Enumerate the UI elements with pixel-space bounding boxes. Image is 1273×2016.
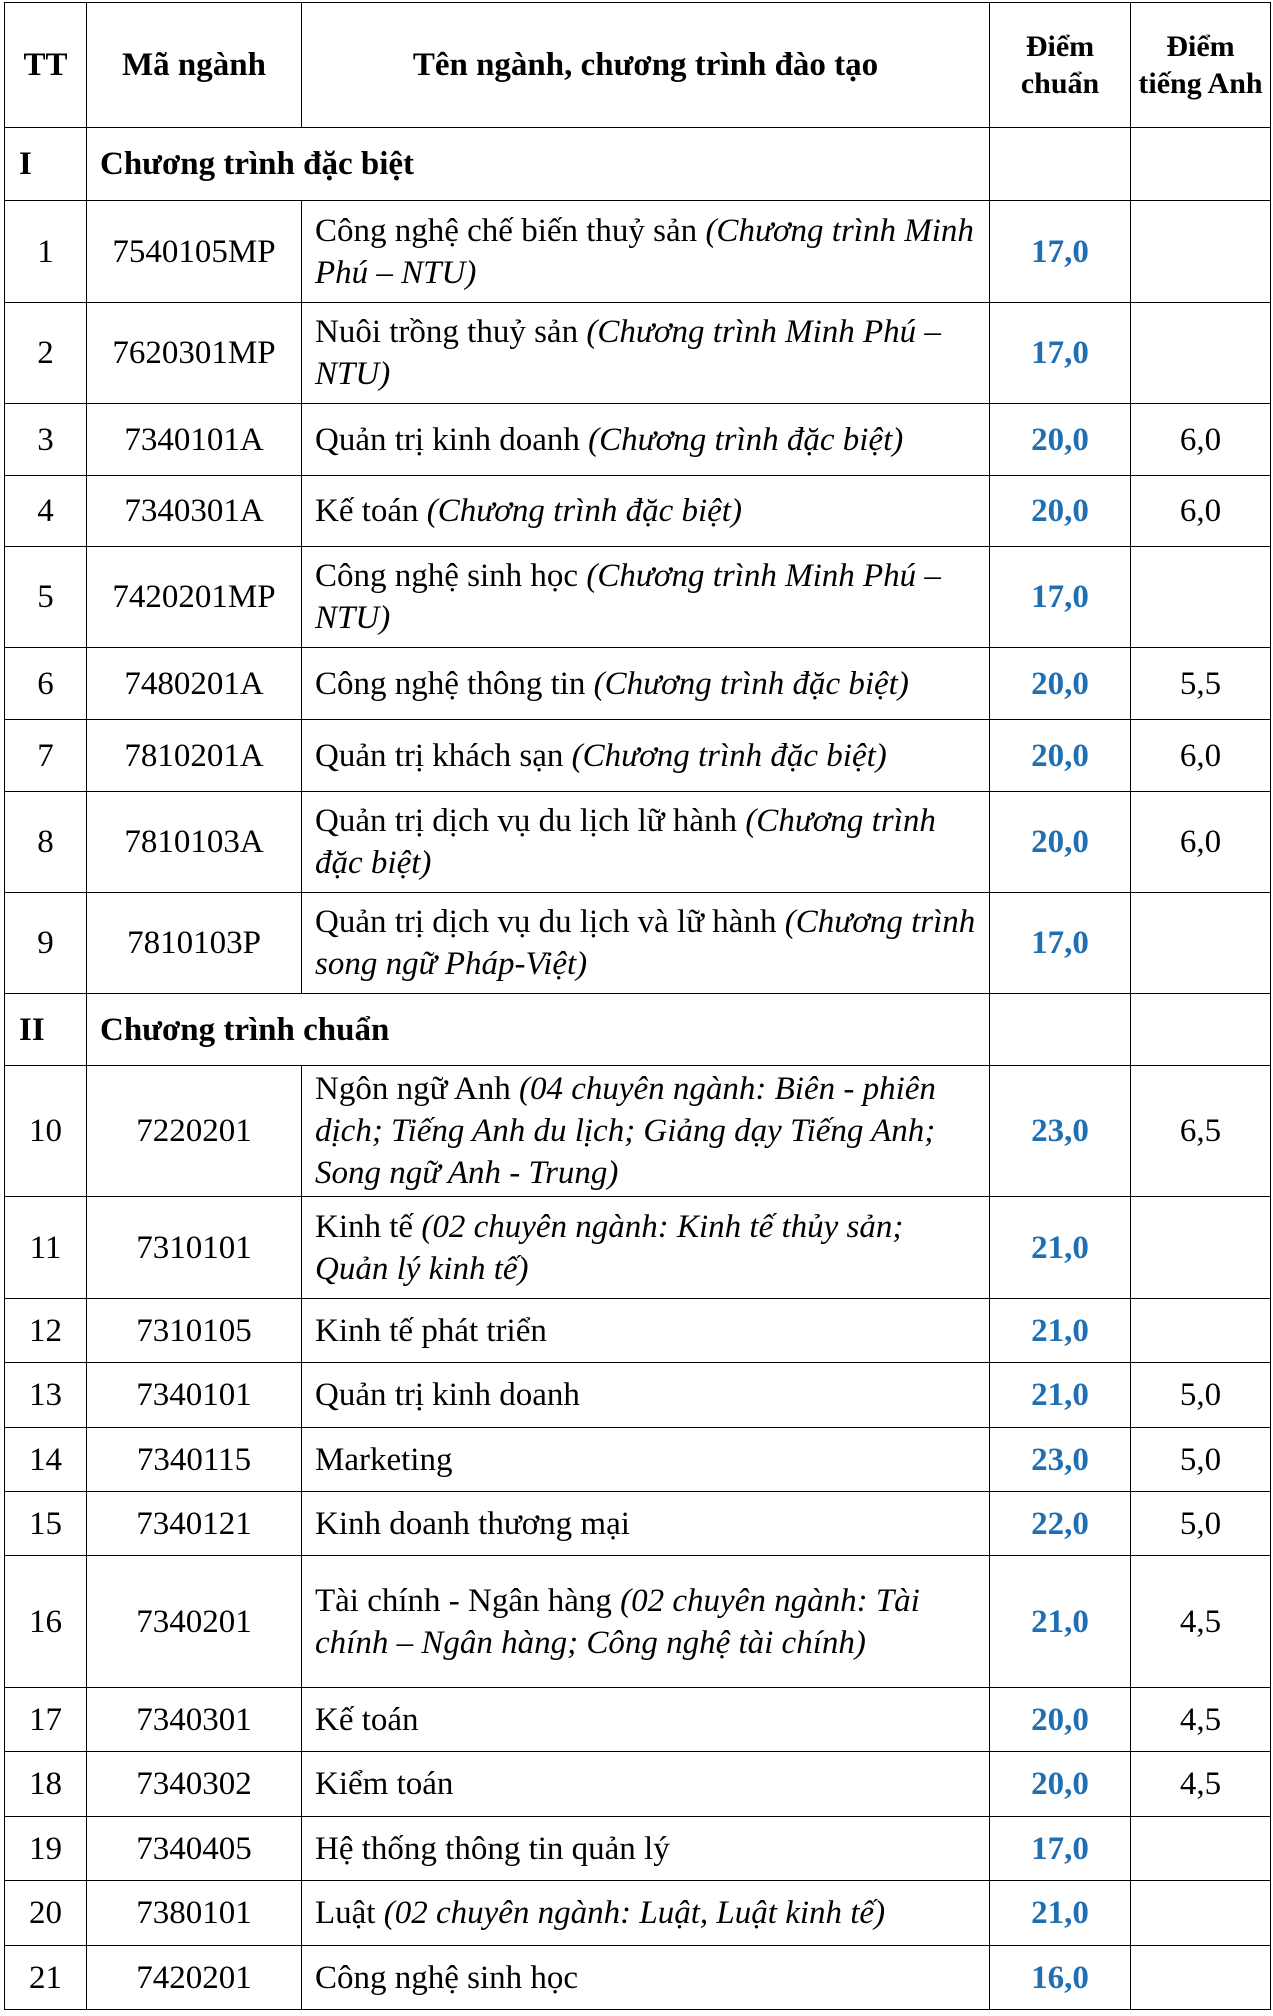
program-name-cell bbox=[302, 1817, 990, 1881]
english-score: 5,0 bbox=[1131, 1363, 1271, 1428]
section-number: I bbox=[5, 128, 87, 201]
program-note: (Chương trình Minh Phú – NTU) bbox=[315, 314, 941, 392]
program-name: Hệ thống thông tin quản lý bbox=[315, 1830, 670, 1867]
section-row bbox=[5, 994, 1271, 1066]
table-row bbox=[5, 404, 1271, 476]
program-note: (04 chuyên ngành: Biên - phiên dịch; Tiếng Anh du lịch; Giảng dạy Tiếng Anh; Song ngữ Anh - Trung) bbox=[315, 1071, 936, 1191]
program-name-cell bbox=[302, 1556, 990, 1688]
row-number: 6 bbox=[5, 648, 87, 720]
row-number: 16 bbox=[5, 1556, 87, 1688]
program-code: 7420201MP bbox=[87, 547, 302, 648]
program-name: Kinh tế bbox=[315, 1208, 422, 1245]
row-number: 13 bbox=[5, 1363, 87, 1428]
row-number: 1 bbox=[5, 201, 87, 303]
english-score: 4,5 bbox=[1131, 1688, 1271, 1752]
header-name: Tên ngành, chương trình đào tạo bbox=[302, 3, 990, 128]
admission-score: 23,0 bbox=[990, 1428, 1131, 1492]
english-score: 4,5 bbox=[1131, 1556, 1271, 1688]
program-code: 7480201A bbox=[87, 648, 302, 720]
program-note: (Chương trình đặc biệt) bbox=[593, 665, 909, 702]
english-score bbox=[1131, 1197, 1271, 1299]
row-number: 19 bbox=[5, 1817, 87, 1881]
program-name-cell bbox=[302, 1363, 990, 1428]
program-note: (Chương trình đặc biệt) bbox=[426, 493, 742, 529]
english-score: 5,5 bbox=[1131, 648, 1271, 720]
admission-scores-table bbox=[4, 2, 1271, 2010]
row-number: 14 bbox=[5, 1428, 87, 1492]
program-code: 7340121 bbox=[87, 1492, 302, 1556]
program-name-cell bbox=[302, 648, 990, 720]
english-score: 6,0 bbox=[1131, 404, 1271, 476]
program-name-cell bbox=[302, 1428, 990, 1492]
header-tt: TT bbox=[5, 3, 87, 128]
section-title: Chương trình đặc biệt bbox=[87, 128, 990, 201]
program-code: 7340101A bbox=[87, 404, 302, 476]
admission-score: 17,0 bbox=[990, 893, 1131, 994]
row-number: 15 bbox=[5, 1492, 87, 1556]
row-number: 11 bbox=[5, 1197, 87, 1299]
table-row bbox=[5, 1817, 1271, 1881]
program-name: Công nghệ thông tin bbox=[315, 665, 594, 702]
section-number: II bbox=[5, 994, 87, 1066]
program-note: (02 chuyên ngành: Luật, Luật kinh tế) bbox=[383, 1895, 886, 1931]
admission-score: 20,0 bbox=[990, 1688, 1131, 1752]
english-score: 6,0 bbox=[1131, 476, 1271, 547]
admission-score: 21,0 bbox=[990, 1881, 1131, 1946]
program-note: (Chương trình Minh Phú – NTU) bbox=[315, 558, 941, 636]
program-code: 7810103A bbox=[87, 792, 302, 893]
table-row bbox=[5, 1946, 1271, 2010]
table-row bbox=[5, 792, 1271, 893]
program-name-cell bbox=[302, 201, 990, 303]
english-score bbox=[1131, 1817, 1271, 1881]
program-name: Quản trị khách sạn bbox=[315, 737, 572, 774]
program-name-cell bbox=[302, 476, 990, 547]
table-row bbox=[5, 201, 1271, 303]
program-code: 7380101 bbox=[87, 1881, 302, 1946]
program-name: Công nghệ sinh học bbox=[315, 558, 587, 594]
admission-score: 21,0 bbox=[990, 1197, 1131, 1299]
program-code: 7810103P bbox=[87, 893, 302, 994]
program-name: Quản trị kinh doanh bbox=[315, 1377, 580, 1413]
english-score bbox=[1131, 893, 1271, 994]
admission-score: 21,0 bbox=[990, 1363, 1131, 1428]
table-row bbox=[5, 1556, 1271, 1688]
admission-score: 17,0 bbox=[990, 547, 1131, 648]
program-code: 7340101 bbox=[87, 1363, 302, 1428]
english-score bbox=[1131, 1299, 1271, 1363]
table-row bbox=[5, 476, 1271, 547]
admission-score: 17,0 bbox=[990, 201, 1131, 303]
program-code: 7340115 bbox=[87, 1428, 302, 1492]
program-name: Kế toán bbox=[315, 493, 427, 529]
program-name: Nuôi trồng thuỷ sản bbox=[315, 314, 587, 350]
table-row bbox=[5, 1428, 1271, 1492]
program-name-cell bbox=[302, 547, 990, 648]
program-name: Công nghệ sinh học bbox=[315, 1959, 579, 1996]
table-row bbox=[5, 648, 1271, 720]
program-code: 7310101 bbox=[87, 1197, 302, 1299]
header-row bbox=[5, 3, 1271, 128]
program-name: Kinh tế phát triển bbox=[315, 1312, 547, 1349]
program-code: 7340302 bbox=[87, 1752, 302, 1817]
row-number: 21 bbox=[5, 1946, 87, 2010]
program-code: 7310105 bbox=[87, 1299, 302, 1363]
admission-score: 20,0 bbox=[990, 648, 1131, 720]
program-name: Quản trị kinh doanh bbox=[315, 421, 589, 458]
program-code: 7810201A bbox=[87, 720, 302, 792]
row-number: 12 bbox=[5, 1299, 87, 1363]
program-code: 7620301MP bbox=[87, 303, 302, 404]
english-score: 5,0 bbox=[1131, 1492, 1271, 1556]
program-name-cell bbox=[302, 893, 990, 994]
program-name: Kinh doanh thương mại bbox=[315, 1505, 630, 1542]
program-code: 7540105MP bbox=[87, 201, 302, 303]
admission-score: 23,0 bbox=[990, 1066, 1131, 1197]
row-number: 3 bbox=[5, 404, 87, 476]
table-row bbox=[5, 1299, 1271, 1363]
program-name: Marketing bbox=[315, 1441, 453, 1478]
admission-score: 20,0 bbox=[990, 1752, 1131, 1817]
english-score: 6,0 bbox=[1131, 792, 1271, 893]
table-row bbox=[5, 1363, 1271, 1428]
program-name-cell bbox=[302, 720, 990, 792]
english-score bbox=[1131, 201, 1271, 303]
empty-cell bbox=[1131, 994, 1271, 1066]
table-row bbox=[5, 1881, 1271, 1946]
program-name-cell bbox=[302, 1197, 990, 1299]
header-code: Mã ngành bbox=[87, 3, 302, 128]
program-name: Quản trị dịch vụ du lịch và lữ hành bbox=[315, 904, 785, 940]
program-note: (Chương trình song ngữ Pháp-Việt) bbox=[315, 904, 976, 982]
row-number: 2 bbox=[5, 303, 87, 404]
table-row bbox=[5, 547, 1271, 648]
program-name-cell bbox=[302, 404, 990, 476]
program-code: 7340405 bbox=[87, 1817, 302, 1881]
table-row bbox=[5, 1197, 1271, 1299]
row-number: 18 bbox=[5, 1752, 87, 1817]
english-score bbox=[1131, 303, 1271, 404]
program-note: (Chương trình Minh Phú – NTU) bbox=[315, 212, 974, 291]
row-number: 7 bbox=[5, 720, 87, 792]
empty-cell bbox=[990, 128, 1131, 201]
table-row bbox=[5, 720, 1271, 792]
table-row bbox=[5, 893, 1271, 994]
table-row bbox=[5, 1688, 1271, 1752]
program-name-cell bbox=[302, 1688, 990, 1752]
admission-score: 20,0 bbox=[990, 720, 1131, 792]
table-row bbox=[5, 1492, 1271, 1556]
program-code: 7220201 bbox=[87, 1066, 302, 1197]
english-score: 5,0 bbox=[1131, 1428, 1271, 1492]
admission-score: 17,0 bbox=[990, 303, 1131, 404]
row-number: 8 bbox=[5, 792, 87, 893]
row-number: 5 bbox=[5, 547, 87, 648]
empty-cell bbox=[1131, 128, 1271, 201]
program-code: 7340301A bbox=[87, 476, 302, 547]
row-number: 9 bbox=[5, 893, 87, 994]
english-score bbox=[1131, 1881, 1271, 1946]
program-note: (Chương trình đặc biệt) bbox=[588, 421, 904, 458]
program-code: 7420201 bbox=[87, 1946, 302, 2010]
english-score bbox=[1131, 547, 1271, 648]
row-number: 10 bbox=[5, 1066, 87, 1197]
row-number: 4 bbox=[5, 476, 87, 547]
admission-score: 22,0 bbox=[990, 1492, 1131, 1556]
row-number: 17 bbox=[5, 1688, 87, 1752]
program-note: (02 chuyên ngành: Kinh tế thủy sản; Quản lý kinh tế) bbox=[315, 1208, 904, 1287]
program-name: Ngôn ngữ Anh bbox=[315, 1071, 519, 1107]
english-score bbox=[1131, 1946, 1271, 2010]
program-name-cell bbox=[302, 1881, 990, 1946]
table-row bbox=[5, 1066, 1271, 1197]
program-name-cell bbox=[302, 1299, 990, 1363]
program-name: Tài chính - Ngân hàng bbox=[315, 1582, 621, 1619]
program-name: Kế toán bbox=[315, 1701, 419, 1738]
table-row bbox=[5, 1752, 1271, 1817]
admission-score: 16,0 bbox=[990, 1946, 1131, 2010]
program-note: (Chương trình đặc biệt) bbox=[315, 803, 936, 881]
section-row bbox=[5, 128, 1271, 201]
english-score: 4,5 bbox=[1131, 1752, 1271, 1817]
empty-cell bbox=[990, 994, 1131, 1066]
admission-score: 20,0 bbox=[990, 476, 1131, 547]
program-note: (Chương trình đặc biệt) bbox=[571, 737, 887, 774]
program-name: Quản trị dịch vụ du lịch lữ hành bbox=[315, 803, 746, 839]
program-name-cell bbox=[302, 1946, 990, 2010]
program-name: Kiểm toán bbox=[315, 1766, 454, 1802]
program-name-cell bbox=[302, 792, 990, 893]
program-note: (02 chuyên ngành: Tài chính – Ngân hàng; Công nghệ tài chính) bbox=[315, 1582, 920, 1661]
admission-score: 21,0 bbox=[990, 1299, 1131, 1363]
table-body bbox=[5, 128, 1271, 2010]
program-code: 7340301 bbox=[87, 1688, 302, 1752]
admission-score: 21,0 bbox=[990, 1556, 1131, 1688]
program-code: 7340201 bbox=[87, 1556, 302, 1688]
program-name-cell bbox=[302, 1492, 990, 1556]
program-name: Luật bbox=[315, 1895, 384, 1931]
admission-score: 17,0 bbox=[990, 1817, 1131, 1881]
header-score: Điểm chuẩn bbox=[990, 3, 1131, 128]
program-name: Công nghệ chế biến thuỷ sản bbox=[315, 212, 706, 249]
program-name-cell bbox=[302, 303, 990, 404]
program-name-cell bbox=[302, 1066, 990, 1197]
program-name-cell bbox=[302, 1752, 990, 1817]
header-english: Điểm tiếng Anh bbox=[1131, 3, 1271, 128]
english-score: 6,5 bbox=[1131, 1066, 1271, 1197]
english-score: 6,0 bbox=[1131, 720, 1271, 792]
admission-score: 20,0 bbox=[990, 792, 1131, 893]
row-number: 20 bbox=[5, 1881, 87, 1946]
table-row bbox=[5, 303, 1271, 404]
section-title: Chương trình chuẩn bbox=[87, 994, 990, 1066]
admission-score: 20,0 bbox=[990, 404, 1131, 476]
